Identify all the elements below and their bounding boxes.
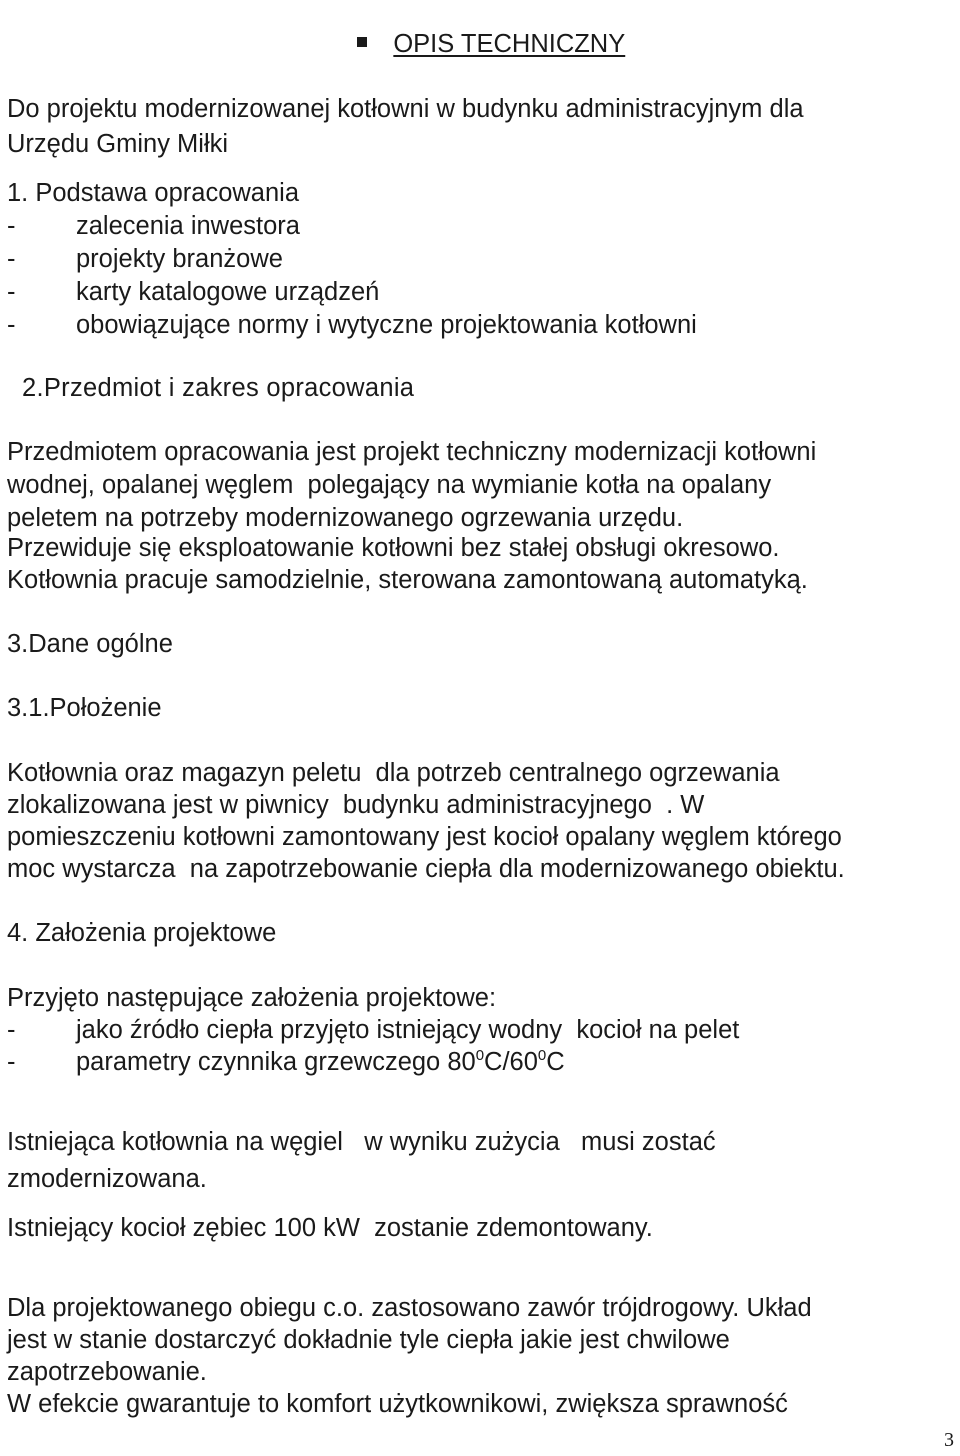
section2-line: wodnej, opalanej węglem polegający na wymianie kotła na opalany [7,471,772,499]
list-item-text: parametry czynnika grzewczego $80^0C/60^0C$ [76,1047,565,1076]
square-bullet-icon [357,37,367,47]
section4-para3-line: jest w stanie dostarczyć dokładnie tyle ciepła jakie jest chwilowe [7,1326,730,1354]
section2-line: Kotłownia pracuje samodzielnie, sterowana zamontowaną automatyką. [7,566,808,594]
degree-sup: 0 [475,1047,485,1064]
section4-para2: Istniejący kocioł zębiec 100 kW zostanie zdemontowany. [7,1214,653,1242]
section2-line: Przedmiotem opracowania jest projekt techniczny modernizacji kotłowni [7,438,817,466]
list-item-text: obowiązujące normy i wytyczne projektowania kotłowni [76,311,697,339]
section3-line: zlokalizowana jest w piwnicy budynku administracyjnego . W [7,791,705,819]
page-number: 3 [944,1429,954,1451]
degree-sup: 0 [537,1047,547,1064]
section3-line: Kotłownia oraz magazyn peletu dla potrzeb centralnego ogrzewania [7,759,780,787]
list-item-text: zalecenia inwestora [76,212,300,240]
document-title: OPIS TECHNICZNY [329,0,625,92]
section4-lead: Przyjęto następujące założenia projektowe: [7,984,497,1012]
list-item-text: karty katalogowe urządzeń [76,278,380,306]
section3-line: pomieszczeniu kotłowni zamontowany jest kocioł opalany węglem którego [7,823,842,851]
list-item-text: jako źródło ciepła przyjęto istniejący wodny kocioł na pelet [76,1016,740,1044]
list-dash: - [7,311,16,339]
section2-line: peletem na potrzeby modernizowanego ogrzewania urzędu. [7,504,684,532]
section4-para1-line: Istniejąca kotłownia na węgiel w wyniku zużycia musi zostać [7,1128,716,1156]
list-dash: - [7,1048,16,1076]
section2-heading: 2.Przedmiot i zakres opracowania [22,374,415,402]
section2-line: Przewiduje się eksploatowanie kotłowni bez stałej obsługi okresowo. [7,534,780,562]
list-dash: - [7,245,16,273]
section4-para3-line: Dla projektowanego obiegu c.o. zastosowano zawór trójdrogowy. Układ [7,1294,812,1322]
intro-line-2: Urzędu Gminy Miłki [7,130,229,158]
section3-heading: 3.Dane ogólne [7,630,173,658]
list-dash: - [7,1016,16,1044]
section4-para3-line: zapotrzebowanie. [7,1358,207,1386]
intro-line-1: Do projektu modernizowanej kotłowni w budynku administracyjnym dla [7,95,804,123]
section1-heading: 1. Podstawa opracowania [7,179,300,207]
list-item-text: projekty branżowe [76,245,283,273]
section4-para1-line: zmodernizowana. [7,1165,207,1193]
section4-heading: 4. Założenia projektowe [7,919,277,947]
section3-line: moc wystarcza na zapotrzebowanie ciepła dla modernizowanego obiektu. [7,855,845,883]
list-dash: - [7,278,16,306]
list-dash: - [7,212,16,240]
section4-para3-line: W efekcie gwarantuje to komfort użytkownikowi, zwiększa sprawność [7,1390,788,1418]
section3-subheading: 3.1.Położenie [7,694,162,722]
